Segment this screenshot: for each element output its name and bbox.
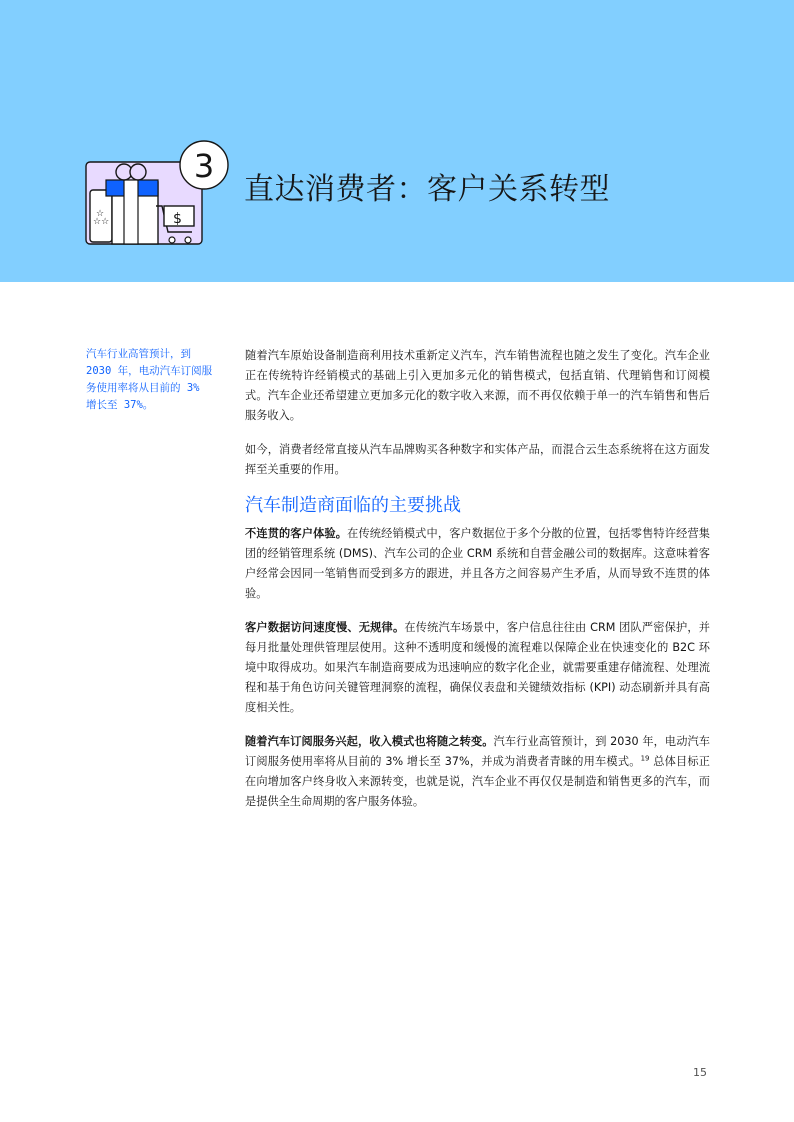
challenge-text: 在传统经销模式中，客户数据位于多个分散的位置，包括零售特许经营集团的经销管理系统 (DMS)、汽车公司的企业 CRM 系统和自营金融公司的数据库。这意味着客户经常会因同一笔销售而受到多方的跟进，并且各方之间容易产生矛盾，从而导致不连贯的体验。	[245, 527, 710, 600]
challenge-lead: 随着汽车订阅服务兴起，收入模式也将随之转变。	[245, 735, 494, 748]
challenge-lead: 不连贯的客户体验。	[245, 527, 348, 540]
challenge-text: 在传统汽车场景中，客户信息往往由 CRM 团队严密保护，并每月批量处理供管理层使用。这种不透明度和缓慢的流程难以保障企业在快速变化的 B2C 环境中取得成功。如果汽车制造商要成为迅速响应的数字化企业，就需要重建存储流程、处理流程和基于角色访问关键管理洞察的流程，确保仪表盘和关键绩效指标 (KPI) 动态刷新并具有高度相关性。	[245, 621, 710, 714]
page-number: 15	[693, 1066, 707, 1079]
footnote-ref[interactable]: 19	[640, 754, 650, 763]
sidebar-pull-quote: 汽车行业高管预计，到 2030 年，电动汽车订阅服务使用率将从目前的 3% 增长至 37%。	[86, 348, 213, 411]
chapter-title: 直达消费者：客户关系转型	[244, 172, 610, 207]
chapter-illustration-icon	[84, 140, 234, 250]
chapter-number: 3	[193, 147, 215, 185]
challenge-paragraph	[245, 732, 710, 812]
challenge-paragraph	[245, 524, 710, 604]
section-heading: 汽车制造商面临的主要挑战	[245, 495, 461, 516]
challenge-text-continued: 总体目标正在向增加客户终身收入来源转变，也就是说，汽车企业不再仅仅是制造和销售更多的汽车，而是提供全生命周期的客户服务体验。	[245, 755, 710, 808]
svg-text:$: $	[173, 211, 182, 227]
svg-text:☆☆: ☆☆	[93, 217, 110, 227]
intro-paragraph: 如今，消费者经常直接从汽车品牌购买各种数字和实体产品，而混合云生态系统将在这方面发挥至关重要的作用。	[245, 443, 710, 476]
challenge-paragraph	[245, 618, 710, 718]
intro-paragraph: 随着汽车原始设备制造商利用技术重新定义汽车，汽车销售流程也随之发生了变化。汽车企业正在传统特许经销模式的基础上引入更加多元化的销售模式，包括直销、代理销售和订阅模式。汽车企业还希望建立更加多元化的数字收入来源，而不再仅依赖于单一的汽车销售和售后服务收入。	[245, 349, 710, 422]
main-content	[245, 346, 710, 826]
challenge-text: 汽车行业高管预计，到 2030 年，电动汽车订阅服务使用率将从目前的 3% 增长至 37%，并成为消费者青睐的用车模式。	[245, 735, 710, 768]
challenge-lead: 客户数据访问速度慢、无规律。	[245, 621, 405, 634]
svg-text:☆: ☆	[96, 209, 105, 219]
